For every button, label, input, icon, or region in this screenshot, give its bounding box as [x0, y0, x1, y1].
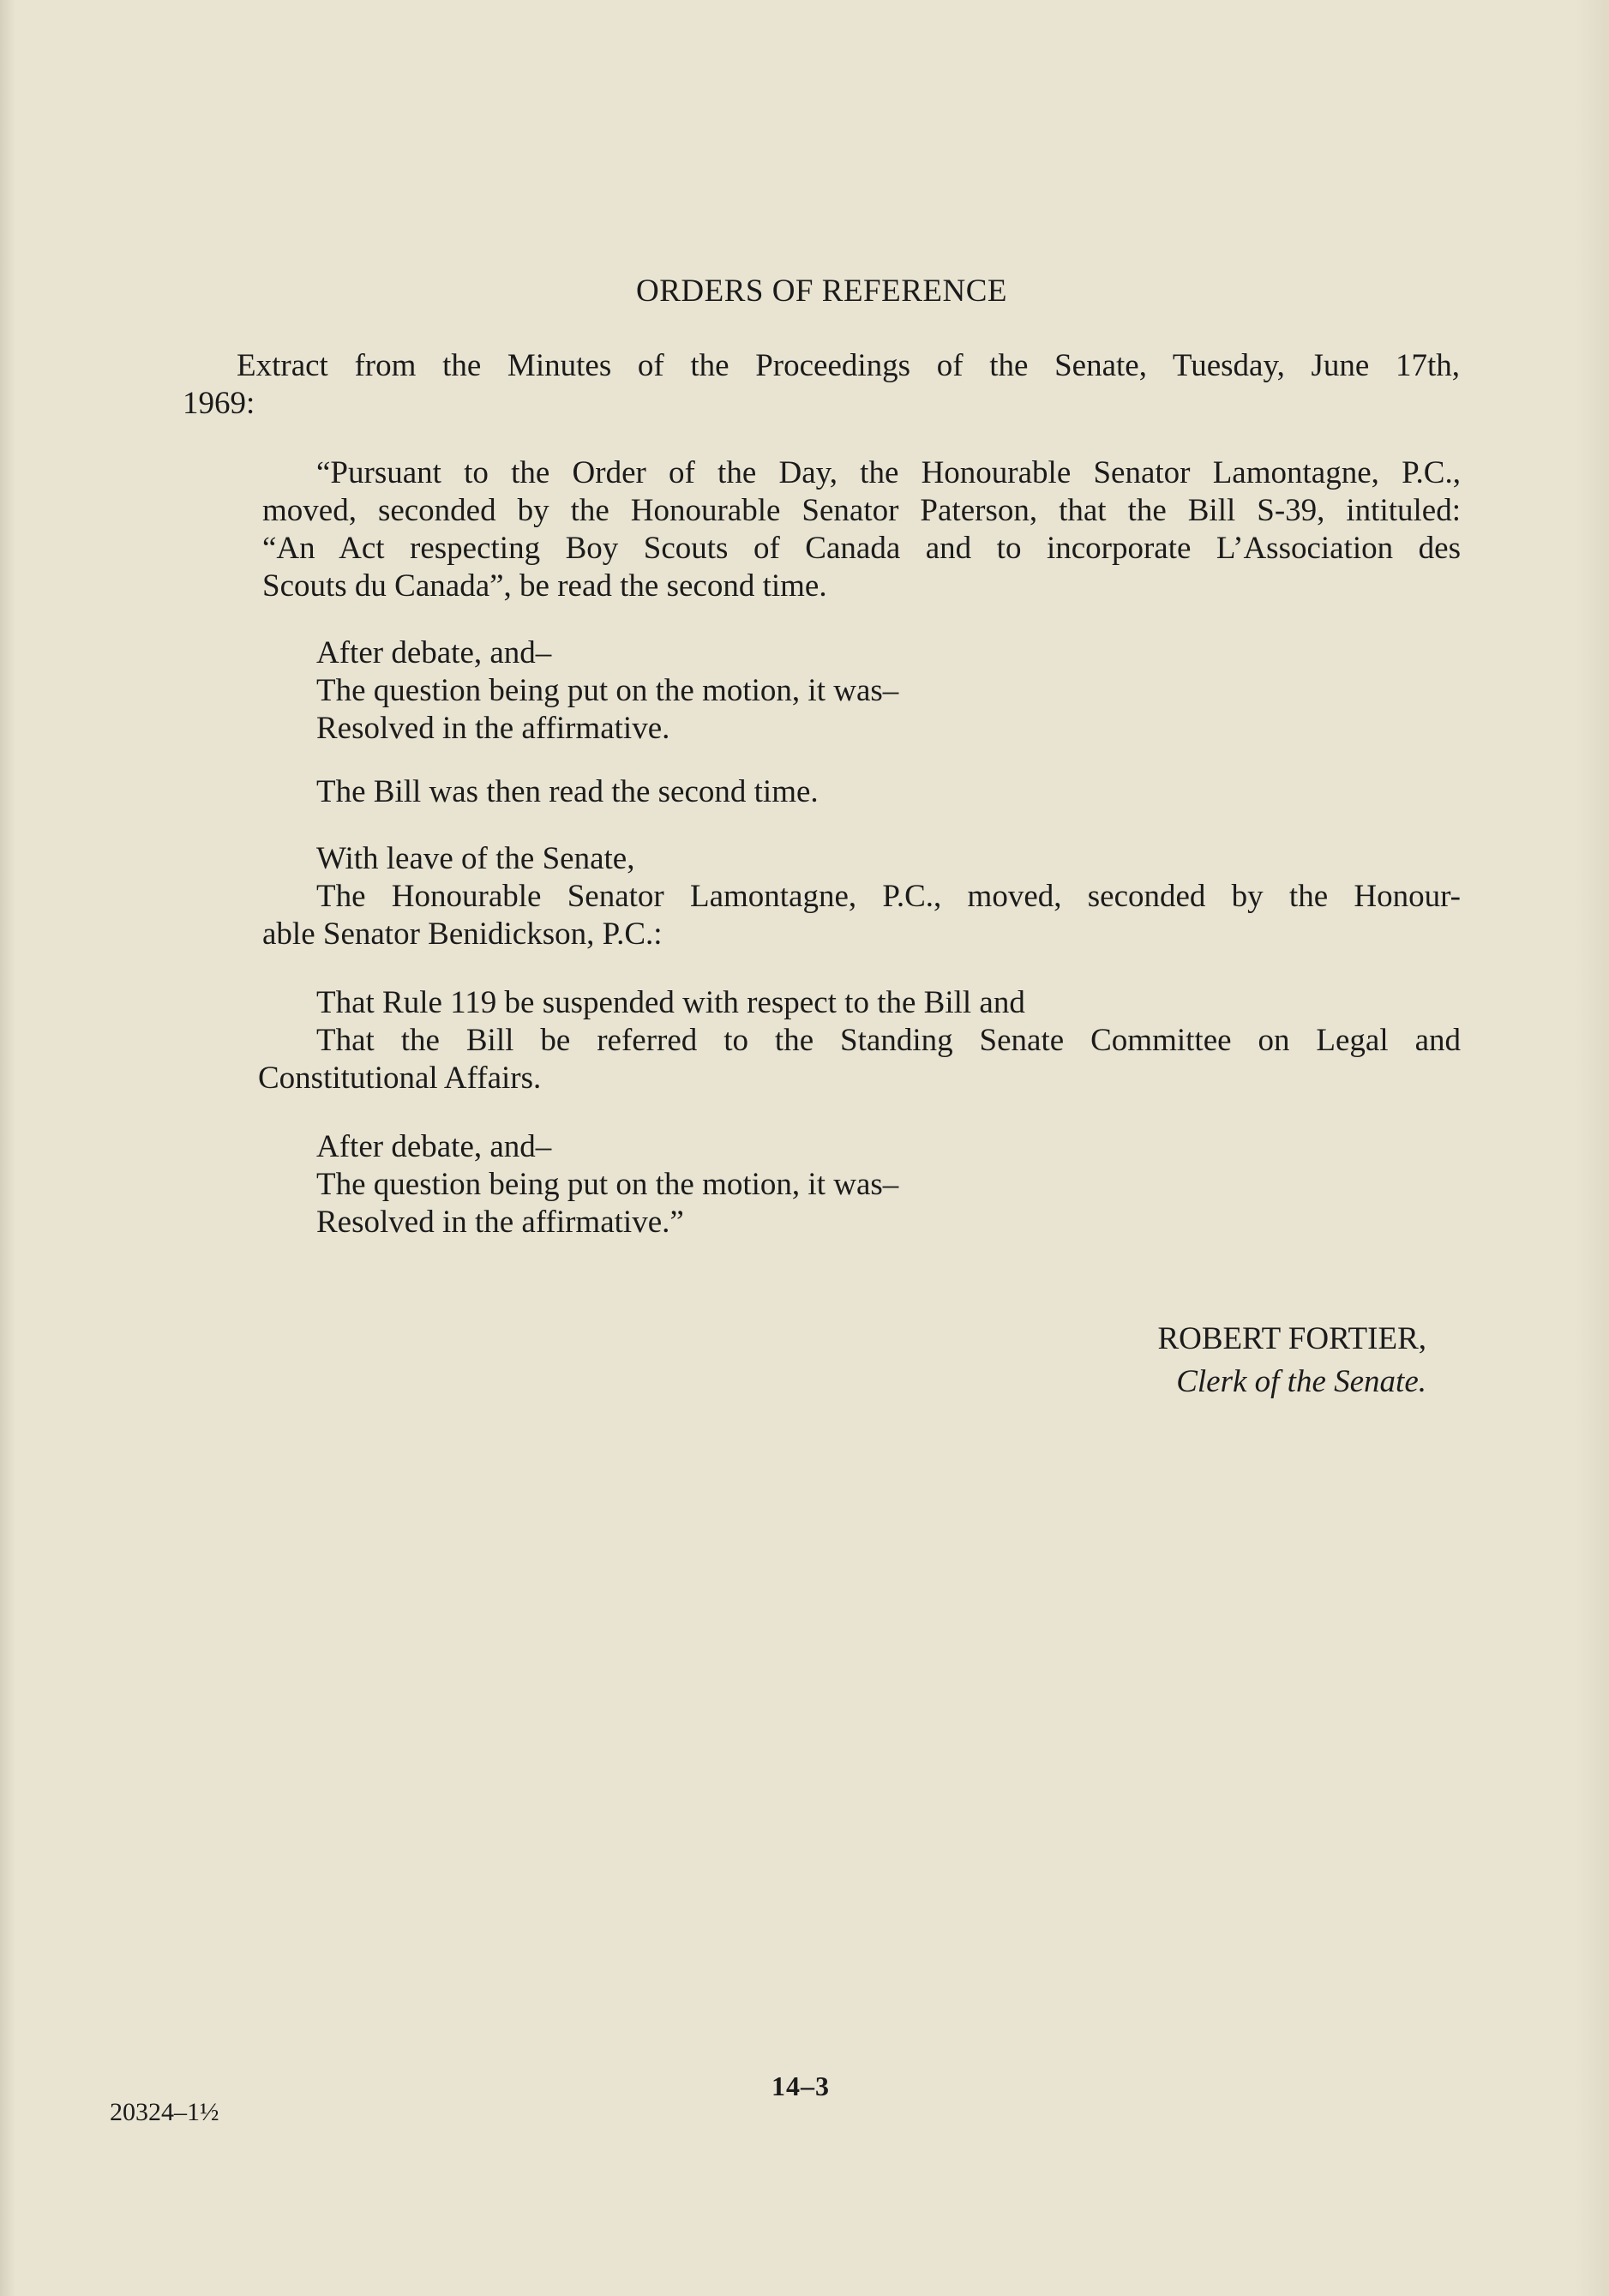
quote-line-1: “Pursuant to the Order of the Day, the Honourable Senator Lamontagne, P.C., — [316, 455, 1461, 490]
motion-paragraph — [258, 1022, 1461, 1097]
motion-line-3: Constitutional Affairs. — [258, 1061, 542, 1096]
quote-line-2: moved, seconded by the Honourable Senator Paterson, that the Bill S-39, intituled: — [262, 493, 1461, 528]
debate2-line-3: Resolved in the affirmative.” — [316, 1205, 684, 1240]
second-reading-line: The Bill was then read the second time. — [316, 774, 819, 809]
signature-title: Clerk of the Senate. — [1176, 1364, 1426, 1399]
intro-line-1: Extract from the Minutes of the Proceedings of the Senate, Tuesday, June 17th, — [237, 348, 1460, 383]
debate2-line-1: After debate, and– — [316, 1129, 552, 1164]
leave-line-3: able Senator Benidickson, P.C.: — [262, 917, 663, 952]
debate1-line-3: Resolved in the affirmative. — [316, 711, 670, 746]
quote-line-4: Scouts du Canada”, be read the second time. — [262, 568, 827, 604]
quote-paragraph — [262, 454, 1461, 605]
leave-line-1: With leave of the Senate, — [316, 841, 635, 876]
motion-line-2: That the Bill be referred to the Standing Senate Committee on Legal and — [316, 1023, 1461, 1058]
debate1-line-2: The question being put on the motion, it was– — [316, 673, 899, 708]
debate2-line-2: The question being put on the motion, it was– — [316, 1167, 899, 1202]
leave-line-2: The Honourable Senator Lamontagne, P.C., moved, seconded by the Honour- — [316, 879, 1461, 914]
debate1-line-1: After debate, and– — [316, 635, 552, 670]
signature-name: ROBERT FORTIER, — [1157, 1321, 1426, 1356]
intro-line-2: 1969: — [183, 386, 255, 421]
page-number: 14–3 — [771, 2071, 830, 2101]
quote-line-3: “An Act respecting Boy Scouts of Canada and to incorporate L’Association des — [262, 531, 1461, 566]
print-code: 20324–1½ — [110, 2098, 219, 2126]
page-heading: ORDERS OF REFERENCE — [635, 273, 1007, 309]
leave-paragraph — [262, 878, 1461, 953]
intro-paragraph — [183, 347, 1460, 423]
motion-line-1: That Rule 119 be suspended with respect to the Bill and — [316, 985, 1025, 1020]
